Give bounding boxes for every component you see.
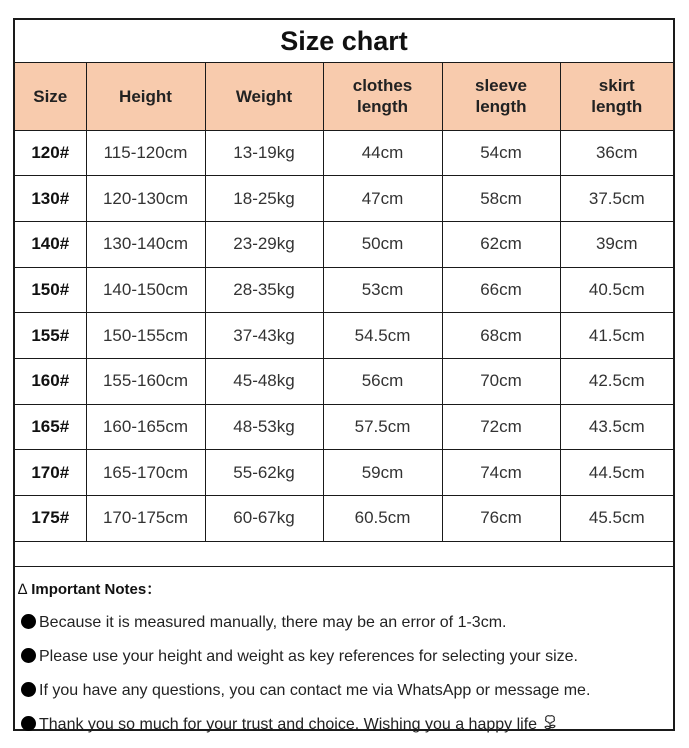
cell-size: 140# — [15, 221, 86, 267]
table-row — [15, 130, 673, 176]
table-row — [15, 267, 673, 313]
cell-weight: 60-67kg — [205, 496, 323, 542]
cell-size: 120# — [15, 130, 86, 176]
cell-skirt-length: 45.5cm — [560, 496, 673, 542]
cell-size: 175# — [15, 496, 86, 542]
cell-clothes-length: 59cm — [323, 450, 442, 496]
cell-height: 115-120cm — [86, 130, 205, 176]
table-row — [15, 176, 673, 222]
cell-size: 155# — [15, 313, 86, 359]
notes-heading — [18, 579, 673, 601]
bullet-icon — [21, 614, 36, 629]
header-weight: Weight — [205, 63, 323, 130]
cell-clothes-length: 53cm — [323, 267, 442, 313]
cell-size: 150# — [15, 267, 86, 313]
cell-height: 160-165cm — [86, 404, 205, 450]
cell-weight: 18-25kg — [205, 176, 323, 222]
note-text: Please use your height and weight as key references for selecting your size. — [39, 648, 578, 665]
cell-skirt-length: 41.5cm — [560, 313, 673, 359]
cell-sleeve-length: 68cm — [442, 313, 560, 359]
cell-sleeve-length: 72cm — [442, 404, 560, 450]
cell-height: 140-150cm — [86, 267, 205, 313]
flower-icon — [543, 714, 557, 732]
cell-skirt-length: 36cm — [560, 130, 673, 176]
note-item — [18, 680, 673, 714]
cell-height: 155-160cm — [86, 358, 205, 404]
cell-clothes-length: 47cm — [323, 176, 442, 222]
cell-clothes-length: 54.5cm — [323, 313, 442, 359]
header-size: Size — [15, 63, 86, 130]
cell-weight: 37-43kg — [205, 313, 323, 359]
notes-symbol: ∆ — [18, 581, 28, 598]
cell-clothes-length: 60.5cm — [323, 496, 442, 542]
cell-skirt-length: 39cm — [560, 221, 673, 267]
cell-skirt-length: 44.5cm — [560, 450, 673, 496]
important-notes — [15, 566, 673, 731]
cell-weight: 45-48kg — [205, 358, 323, 404]
note-item — [18, 714, 673, 748]
note-item — [18, 646, 673, 680]
cell-skirt-length: 40.5cm — [560, 267, 673, 313]
cell-sleeve-length: 66cm — [442, 267, 560, 313]
cell-height: 165-170cm — [86, 450, 205, 496]
cell-size: 160# — [15, 358, 86, 404]
cell-skirt-length: 43.5cm — [560, 404, 673, 450]
cell-size: 170# — [15, 450, 86, 496]
table-row — [15, 404, 673, 450]
cell-sleeve-length: 70cm — [442, 358, 560, 404]
table-row — [15, 358, 673, 404]
cell-sleeve-length: 54cm — [442, 130, 560, 176]
cell-clothes-length: 57.5cm — [323, 404, 442, 450]
note-text: If you have any questions, you can contact me via WhatsApp or message me. — [39, 682, 591, 699]
note-text: Because it is measured manually, there may be an error of 1-3cm. — [39, 614, 507, 631]
notes-heading-text: Important Notes： — [31, 581, 162, 598]
cell-weight: 23-29kg — [205, 221, 323, 267]
table-row — [15, 221, 673, 267]
cell-sleeve-length: 74cm — [442, 450, 560, 496]
table-row — [15, 313, 673, 359]
cell-weight: 13-19kg — [205, 130, 323, 176]
bullet-icon — [21, 648, 36, 663]
cell-sleeve-length: 62cm — [442, 221, 560, 267]
cell-clothes-length: 56cm — [323, 358, 442, 404]
cell-sleeve-length: 76cm — [442, 496, 560, 542]
cell-skirt-length: 42.5cm — [560, 358, 673, 404]
cell-height: 150-155cm — [86, 313, 205, 359]
cell-height: 170-175cm — [86, 496, 205, 542]
size-table — [15, 63, 673, 542]
cell-weight: 48-53kg — [205, 404, 323, 450]
cell-height: 120-130cm — [86, 176, 205, 222]
size-chart-frame — [13, 18, 675, 731]
table-body — [15, 130, 673, 541]
cell-weight: 55-62kg — [205, 450, 323, 496]
note-text: Thank you so much for your trust and choice. Wishing you a happy life — [39, 716, 538, 733]
cell-size: 165# — [15, 404, 86, 450]
cell-size: 130# — [15, 176, 86, 222]
table-row — [15, 496, 673, 542]
header-skirt-length: skirt length — [560, 63, 673, 130]
cell-weight: 28-35kg — [205, 267, 323, 313]
cell-clothes-length: 44cm — [323, 130, 442, 176]
header-sleeve-length: sleeve length — [442, 63, 560, 130]
table-row — [15, 450, 673, 496]
cell-height: 130-140cm — [86, 221, 205, 267]
cell-sleeve-length: 58cm — [442, 176, 560, 222]
cell-skirt-length: 37.5cm — [560, 176, 673, 222]
cell-clothes-length: 50cm — [323, 221, 442, 267]
note-item — [18, 612, 673, 646]
bullet-icon — [21, 682, 36, 697]
table-header-row — [15, 63, 673, 130]
header-clothes-length: clothes length — [323, 63, 442, 130]
chart-title: Size chart — [15, 20, 673, 63]
header-height: Height — [86, 63, 205, 130]
bullet-icon — [21, 716, 36, 731]
